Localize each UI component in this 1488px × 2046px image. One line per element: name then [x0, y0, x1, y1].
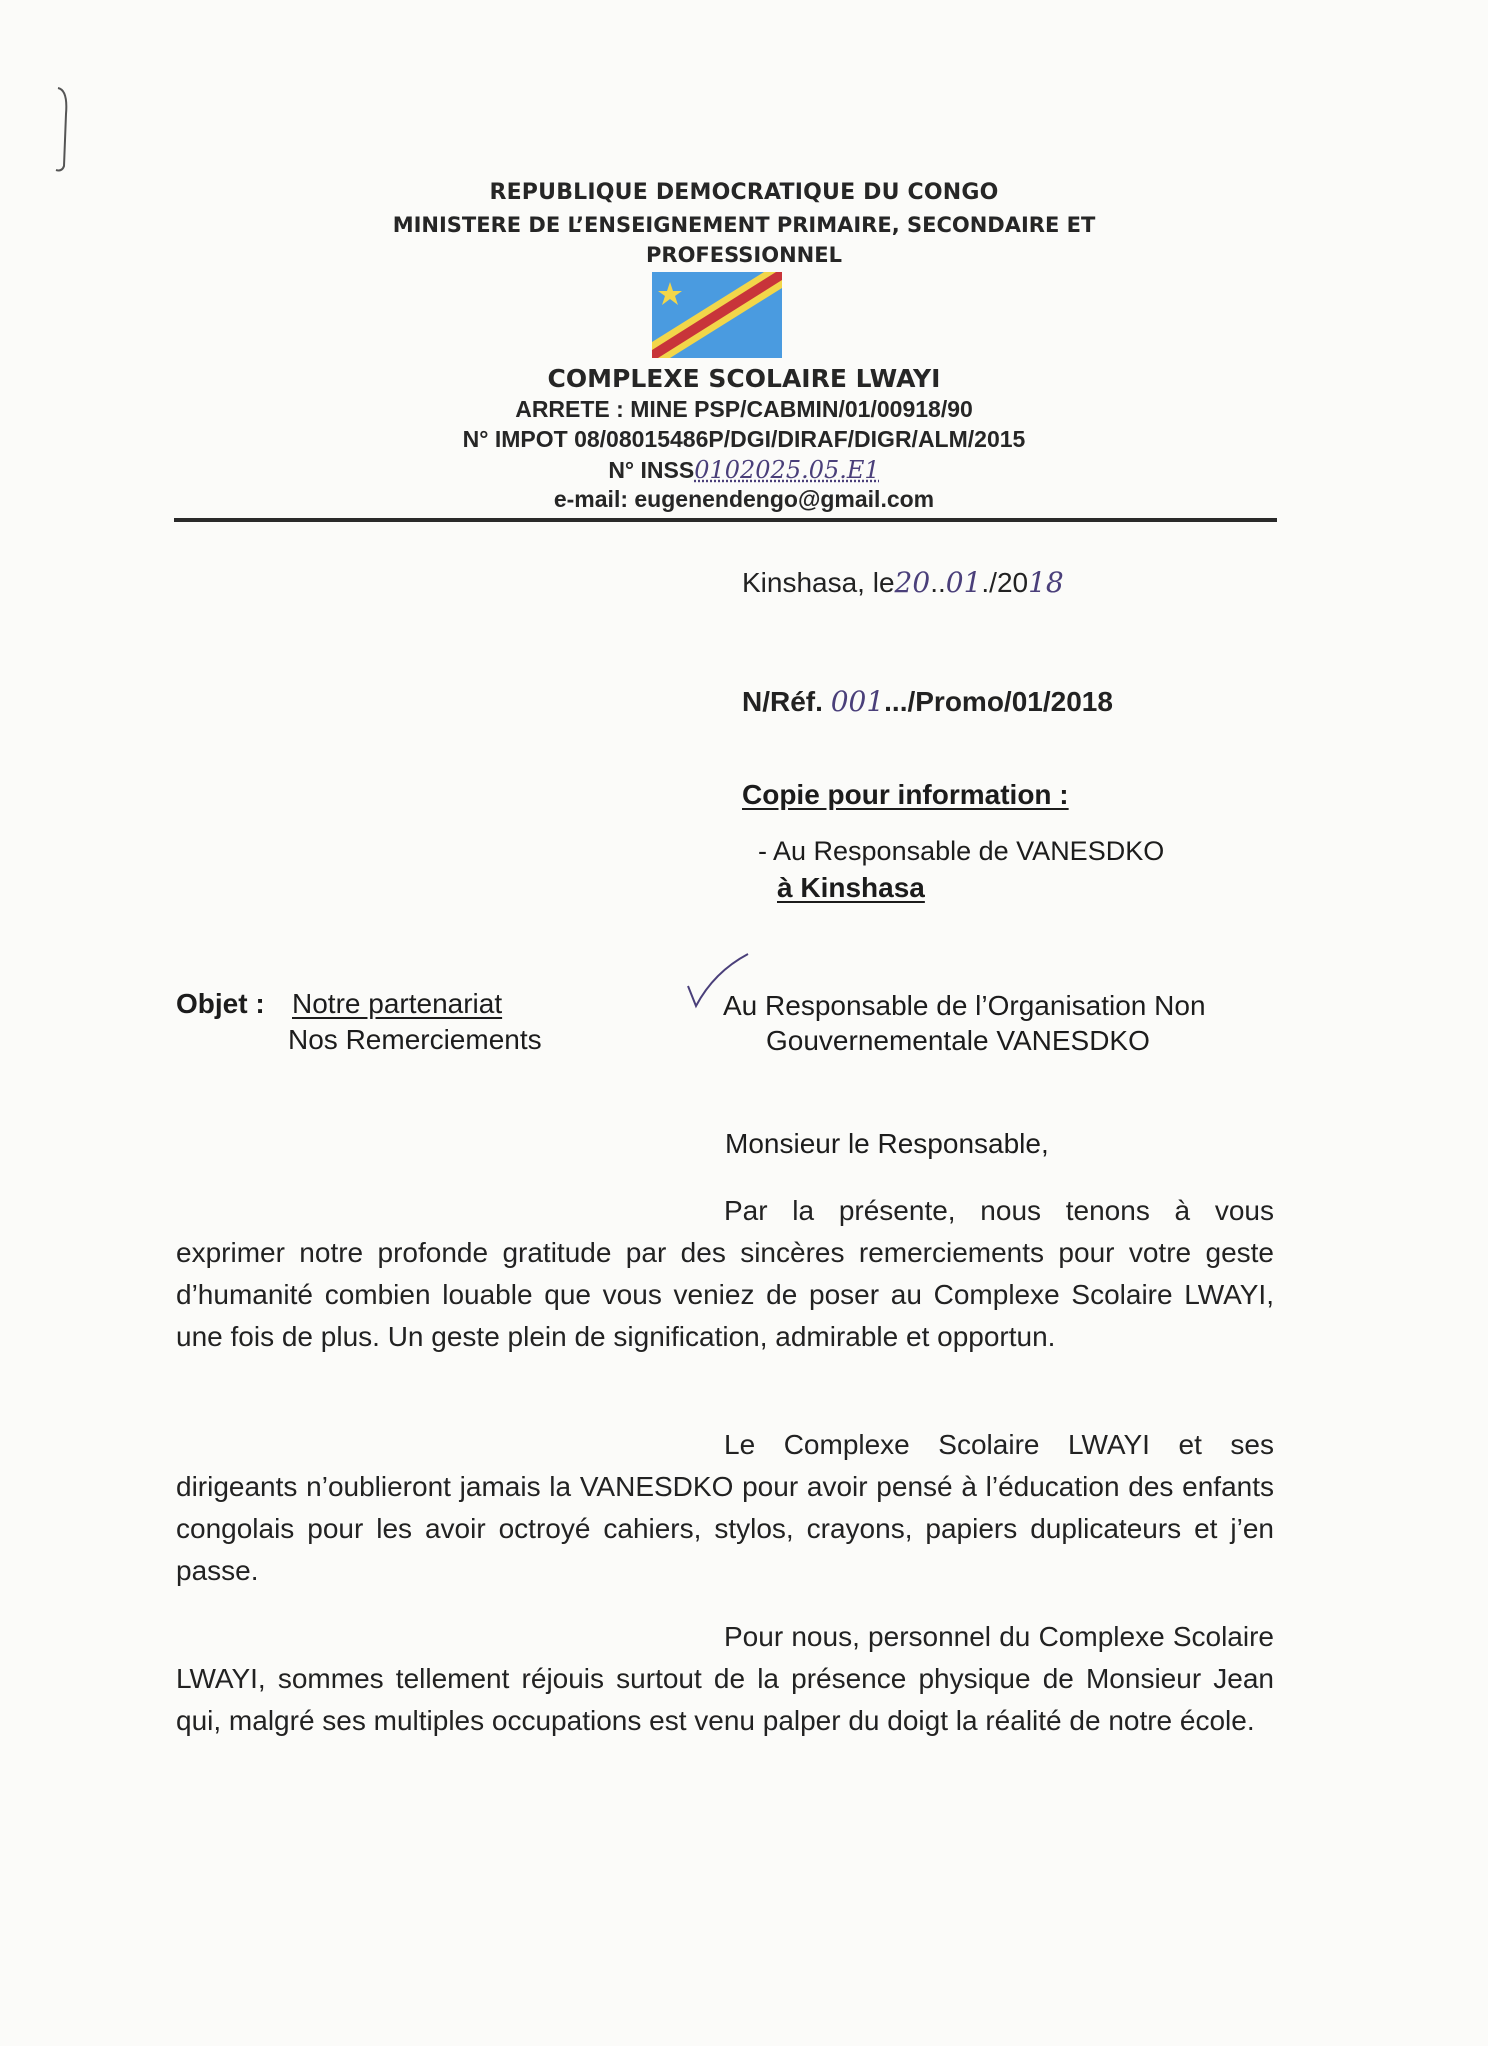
body-paragraph-3 [176, 1616, 1274, 1742]
reference-label: N/Réf. [742, 686, 823, 717]
country-heading: REPUBLIQUE DEMOCRATIQUE DU CONGO [489, 180, 999, 205]
date-prefix: Kinshasa, le [742, 567, 895, 598]
body-paragraph-1 [176, 1190, 1274, 1358]
date-day-handwritten: 20 [894, 566, 931, 599]
paragraph-1-text: Par la présente, nous tenons à vous exprimer notre profonde gratitude par des sincères remerciements pour votre geste d’humanité combien louable que vous veniez de poser au Complexe Scolaire LWAYI, une fois de plus. Un geste plein de signification, admirable et opportun. [176, 1195, 1274, 1352]
impot-line: N° IMPOT 08/08015486P/DGI/DIRAF/DIGR/ALM/2015 [462, 426, 1026, 452]
inss-line [0, 456, 1488, 484]
drc-flag-icon [652, 272, 782, 358]
date-line: Kinshasa, le20..01./2018 [742, 566, 1064, 599]
email-line: e-mail: eugenendengo@gmail.com [553, 486, 935, 512]
date-year-prefix: /20 [989, 567, 1029, 598]
copy-recipient: - Au Responsable de VANESDKO [758, 836, 1165, 866]
addressee-line1: Au Responsable de l’Organisation Non [723, 990, 1206, 1021]
header-divider [174, 518, 1277, 522]
ministry-heading-line1: MINISTERE DE L’ENSEIGNEMENT PRIMAIRE, SECONDAIRE ET [392, 213, 1096, 237]
object-label: Objet : [176, 988, 265, 1019]
date-month-handwritten: 01 [945, 566, 982, 599]
arrete-line: ARRETE : MINE PSP/CABMIN/01/00918/90 [515, 396, 973, 422]
school-name: COMPLEXE SCOLAIRE LWAYI [547, 364, 941, 393]
paragraph-3-text: Pour nous, personnel du Complexe Scolaire LWAYI, sommes tellement réjouis surtout de la présence physique de Monsieur Jean qui, malgré ses multiples occupations est venu palper du doigt la réalité de notre école. [176, 1621, 1274, 1736]
reference-number-handwritten: 001 [830, 685, 885, 718]
inss-label: N° INSS [608, 457, 695, 483]
reference-line [742, 685, 1113, 718]
salutation: Monsieur le Responsable, [725, 1128, 1049, 1159]
date-year-handwritten: 18 [1028, 566, 1064, 599]
ministry-heading-line2: PROFESSIONNEL [646, 243, 842, 267]
object-line2: Nos Remerciements [288, 1024, 542, 1055]
staple-mark [52, 84, 76, 174]
body-paragraph-2 [176, 1424, 1274, 1592]
object-line1: Notre partenariat [292, 988, 503, 1019]
inss-handwritten-value: 0102025.05.E1 [694, 456, 880, 484]
paragraph-2-text: Le Complexe Scolaire LWAYI et ses dirigeants n’oublieront jamais la VANESDKO pour avoir pensé à l’éducation des enfants congolais pour les avoir octroyé cahiers, stylos, crayons, papiers duplicateurs et j’en passe. [176, 1429, 1274, 1586]
copy-title: Copie pour information : [742, 779, 1069, 810]
addressee-line2: Gouvernementale VANESDKO [766, 1025, 1150, 1056]
copy-place: à Kinshasa [777, 872, 925, 903]
reference-suffix: .../Promo/01/2018 [884, 686, 1113, 717]
